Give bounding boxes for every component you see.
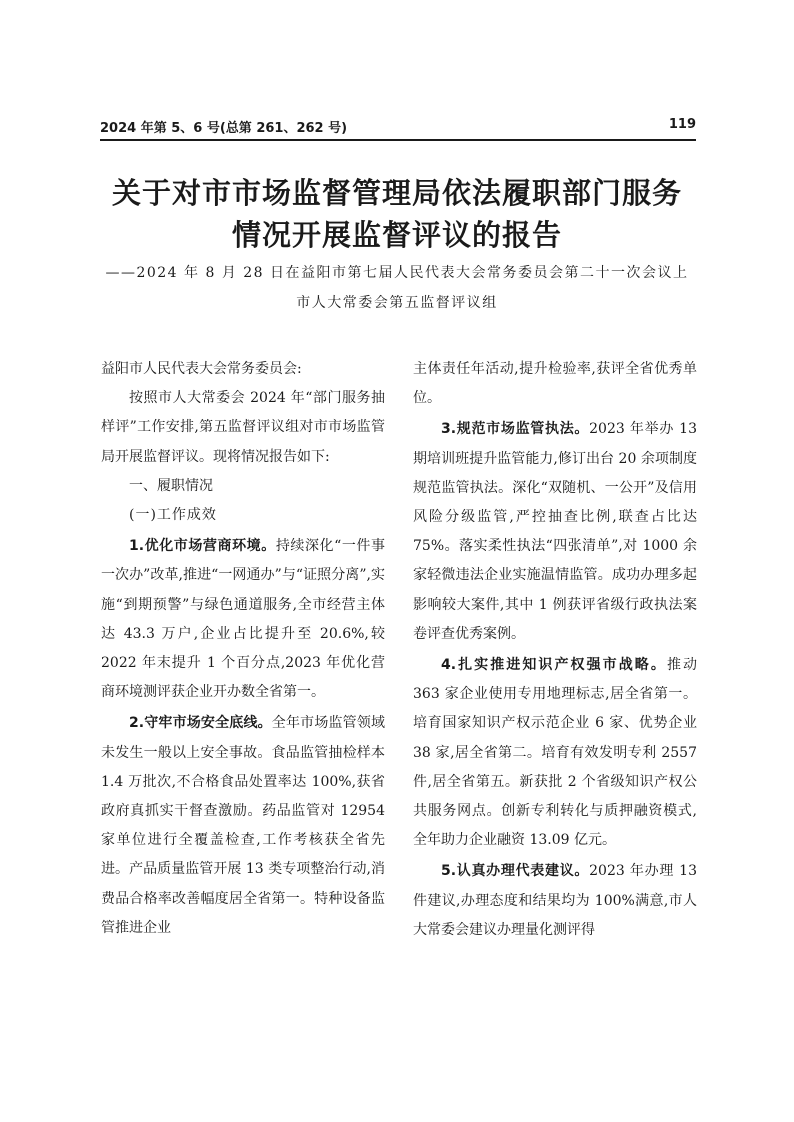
item-paragraph-2-continued: 主体责任年活动,提升检验率,获评全省优秀单位。 — [413, 361, 697, 407]
page-number: 119 — [668, 117, 696, 132]
header-rule — [100, 139, 696, 141]
item-title-2: 2.守牢市场安全底线。 — [129, 715, 272, 732]
issue-label: 2024 年第 5、6 号(总第 261、262 号) — [100, 121, 348, 136]
item-text-3: 2023 年举办 13 期培训班提升监管能力,修订出台 20 余项制度规范监管执法。深化“双随机、一公开”及信用风险分级监管,严控抽查比例,联查占比达 75%。落实柔性执法“四张清单”,对 1000 余家轻微违法企业实施温情监管。成功办理多起影响较大案件,其中 1 例获评省级行政执法案卷评查优秀案例。 — [413, 421, 697, 642]
item-title-5: 5.认真办理代表建议。 — [441, 863, 590, 880]
subsection-heading: (一)工作成效 — [129, 507, 217, 524]
report-title-line1: 关于对市市场监督管理局依法履职部门服务 — [111, 176, 682, 210]
item-paragraph-4 — [413, 651, 697, 855]
item-text-2: 全年市场监管领域未发生一般以上安全事故。食品监管抽检样本 1.4 万批次,不合格食品处置率达 100%,获省政府真抓实干督查激励。药品监管对 12954 家单位进行全覆盖检查,工作考核获全省先进。产品质量监管开展 13 类专项整治行动,消费品合格率改善幅度居全省第一。特种设备监管推进企业 — [101, 715, 386, 936]
report-subtitle-line1: ——2024 年 8 月 28 日在益阳市第七届人民代表大会常务委员会第二十一次会议上 — [105, 265, 689, 281]
report-title-line2: 情况开展监督评议的报告 — [231, 218, 562, 252]
item-title-1: 1.优化市场营商环境。 — [129, 538, 276, 555]
item-text-5: 2023 年办理 13 件建议,办理态度和结果均为 100%满意,市人大常委会建议办理量化测评得 — [413, 863, 697, 938]
page-header — [100, 117, 696, 139]
item-title-4: 4.扎实推进知识产权强市战略。 — [441, 657, 667, 674]
item-paragraph-5 — [413, 857, 697, 945]
item-paragraph-3 — [413, 415, 697, 649]
right-column — [413, 355, 697, 945]
intro-paragraph: 按照市人大常委会 2024 年“部门服务抽样评”工作安排,第五监督评议组对市市场监管局开展监督评议。现将情况报告如下: — [101, 390, 385, 465]
item-paragraph-2 — [101, 709, 385, 943]
section-heading: 一、履职情况 — [129, 477, 213, 494]
item-text-1: 持续深化“一件事一次办”改革,推进“一网通办”与“证照分离”,实施“到期预警”与绿色通道服务,全市经营主体达 43.3 万户,企业占比提升至 20.6%,较 2022 年末提升 1 个百分点,2023 年优化营商环境测评获企业开办数全省第一。 — [101, 538, 385, 701]
item-text-4: 推动 363 家企业使用专用地理标志,居全省第一。培育国家知识产权示范企业 6 家、优势企业 38 家,居全省第二。培育有效发明专利 2557 件,居全省第五。新获批 2 个省级知识产权公共服务网点。创新专利转化与质押融资模式,全年助力企业融资 13.09 亿元。 — [413, 657, 697, 849]
item-paragraph-1 — [101, 532, 385, 707]
report-author: 市人大常委会第五监督评议组 — [296, 295, 498, 311]
salutation: 益阳市人民代表大会常务委员会: — [101, 361, 302, 377]
left-column — [101, 355, 385, 943]
item-title-3: 3.规范市场监管执法。 — [441, 421, 590, 438]
